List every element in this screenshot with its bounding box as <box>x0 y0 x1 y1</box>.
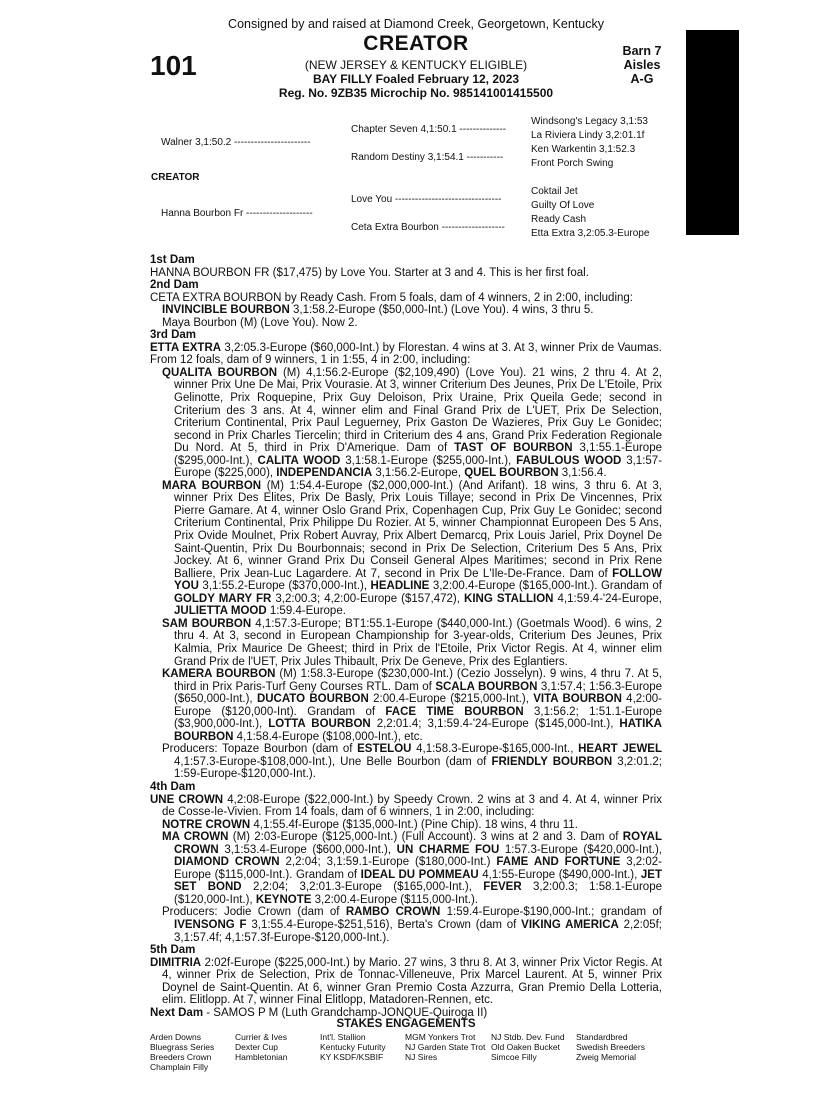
second-dam-heading: 2nd Dam <box>150 279 199 292</box>
stake-item: Zweig Memorial <box>576 1052 636 1062</box>
stakes-col-3 <box>320 1032 386 1062</box>
stakes-col-1 <box>150 1032 214 1072</box>
stake-item: KY KSDF/KSBIF <box>320 1052 384 1062</box>
eligibility: (NEW JERSEY & KENTUCKY ELIGIBLE) <box>304 58 528 72</box>
ped-sire: Walner 3,1:50.2 ----------------------- <box>161 137 311 148</box>
ped-sire-dam: Random Destiny 3,1:54.1 ----------- <box>351 152 504 163</box>
ped-dam-dam: Ceta Extra Bourbon ------------------- <box>351 222 505 233</box>
stake-item: Currier & Ives <box>235 1032 287 1042</box>
stake-item: Arden Downs <box>150 1032 202 1042</box>
stake-item: Breeders Crown <box>150 1052 212 1062</box>
produce-entry: MARA BOURBON (M) 1:54.4-Europe ($2,000,000-Int.) (And Arifant). 18 wins, 3 thru 6. At 3, winner Prix Des Elites, Prix De Basly, Prix Louis Tillaye; second in Prix De Vincennes, Prix Pierre Gamare. At 4, winner Oslo Grand Prix, Copenhagen Cup, Prix Guy Le Gonidec; second Criterium Continental, Prix Philippe Du Rozier. At 5, winner Championnat Europeen Des 5 Ans, Prix Ovide Moulnet, Prix Robert Auvray, Prix Albert Demarcq, Prix Louis Jariel, Prix Doynel De Saint-Quentin, Prix Du Bourbonnais; second in Prix De Selection, Criterium Des 5 Ans, Prix Jockey. At 6, winner Grand Prix Du Conseil General Alpes Maritimes; second in Prix Rene Balliere, Prix Jean-Luc Lagardere. At 7, second in Prix De L'Ile-De-France. Dam of FOLLOW YOU 3,1:55.2-Europe ($370,000-Int.), HEADLINE 3,2:00.4-Europe ($165,000-Int.). Grandam of GOLDY MARY FR 3,2:00.3; 4,2:00-Europe ($157,472), KING STALLION 4,1:59.4-'24-Europe, JULIETTA MOOD 1:59.4-Europe. <box>162 479 663 618</box>
ped-g3: Ken Warkentin 3,1:52.3 <box>531 144 636 155</box>
ped-g2: La Riviera Lindy 3,2:01.1f <box>531 130 645 141</box>
foaled-line: BAY FILLY Foaled February 12, 2023 <box>312 72 520 86</box>
ped-g5: Coktail Jet <box>531 186 578 197</box>
stake-item: Champlain Filly <box>150 1062 209 1072</box>
ped-g4: Front Porch Swing <box>531 158 614 169</box>
second-dam-text: CETA EXTRA BOURBON by Ready Cash. From 5 foals, dam of 4 winners, 2 in 2:00, including: <box>150 291 633 304</box>
stake-item: NJ Stdb. Dev. Fund <box>491 1032 565 1042</box>
ped-sire-sire: Chapter Seven 4,1:50.1 -------------- <box>351 124 507 135</box>
first-dam-text: HANNA BOURBON FR ($17,475) by Love You. Starter at 3 and 4. This is her first foal. <box>150 266 589 279</box>
fifth-dam-heading: 5th Dam <box>150 944 196 957</box>
registration-line: Reg. No. 9ZB35 Microchip No. 985141001415500 <box>278 86 554 100</box>
ped-g8: Etta Extra 3,2:05.3-Europe <box>531 228 650 239</box>
producers-entry: Producers: Topaze Bourbon (dam of ESTELOU 4,1:58.3-Europe-$165,000-Int., HEART JEWEL 4,1:57.3-Europe-$108,000-Int.), Une Belle Bourbon (dam of FRIENDLY BOURBON 3,2:01.2; 1:59-Europe-$120,000-Int.). <box>162 743 662 781</box>
ped-dam-sire: Love You -------------------------------- <box>351 194 502 205</box>
fourth-dam-heading: 4th Dam <box>150 780 196 793</box>
stakes-col-5 <box>491 1032 565 1062</box>
stakes-title: STAKES ENGAGEMENTS <box>336 1018 476 1030</box>
stakes-col-6 <box>576 1032 645 1062</box>
ped-dam: Hanna Bourbon Fr -------------------- <box>161 208 313 219</box>
stake-item: Kentucky Futurity <box>320 1042 386 1052</box>
stake-item: Int'l. Stallion <box>320 1032 366 1042</box>
next-dam-line: Next Dam - SAMOS P M (Luth Grandchamp-JONQUE-Quiroga II) <box>150 1006 488 1019</box>
produce-entry: MA CROWN (M) 2:03-Europe ($125,000-Int.) (Full Account). 3 wins at 2 and 3. Dam of ROYAL CROWN 3,1:53.4-Europe ($600,000-Int.), UN CHARME FOU 1:57.3-Europe ($420,000-Int.), DIAMOND CROWN 2,2:04; 3,1:59.1-Europe ($180,000-Int.) FAME AND FORTUNE 3,2:02-Europe ($115,000-Int.). Grandam of IDEAL DU POMMEAU 4,1:55-Europe ($490,000-Int.), JET SET BOND 2,2:04; 3,2:01.3-Europe ($165,000-Int.), FEVER 3,2:00.3; 1:58.1-Europe ($120,000-Int.), KEYNOTE 3,2:00.4-Europe ($115,000-Int.). <box>162 831 663 906</box>
third-dam-heading: 3rd Dam <box>150 329 197 342</box>
fifth-dam-text: DIMITRIA 2:02f-Europe ($225,000-Int.) by Mario. 27 wins, 3 thru 8. At 3, winner Prix Victor Regis. At 4, winner Prix de Selection, Prix de Tonnac-Villeneuve, Prix Marcel Laurent. At 5, winner Prix Doynel de Saint-Quentin. At 6, winner Gran Premio Costa Azzurra, Gran Premio Della Lotteria, elim. Elitlopp. At 7, winner Final Elitlopp, Matadoren-Rennen, etc. <box>150 956 662 1007</box>
stake-item: MGM Yonkers Trot <box>405 1032 476 1042</box>
stake-item: Dexter Cup <box>235 1042 278 1052</box>
produce-entry: NOTRE CROWN 4,1:55.4f-Europe ($135,000-Int.) (Pine Chip). 18 wins, 4 thru 11. <box>162 818 578 831</box>
first-dam-heading: 1st Dam <box>150 254 195 266</box>
stake-item: Old Oaken Bucket <box>491 1042 560 1052</box>
produce-entry: SAM BOURBON 4,1:57.3-Europe; BT1:55.1-Europe ($440,000-Int.) (Goetmals Wood). 6 wins, 2 thru 4. At 3, second in European Championship for 3-year-olds, Criterium Des Jeunes, Prix Kalmia, Prix Maurice De Gheest; third in Prix de l'Etoile, Prix Victor Regis. At 4, winner elim Grand Prix de l'UET, Prix Jules Thibault, Prix De Geneve, Prix des Eglantiers. <box>162 617 663 668</box>
stake-item: NJ Garden State Trot <box>405 1042 486 1052</box>
aisle-range: A-G <box>630 72 654 86</box>
ped-g7: Ready Cash <box>531 214 587 225</box>
produce-record <box>150 254 662 1019</box>
ped-subject: CREATOR <box>151 172 200 183</box>
produce-entry: INVINCIBLE BOURBON 3,1:58.2-Europe ($50,000-Int.) (Love You). 4 wins, 3 thru 5. <box>162 304 594 317</box>
horse-name: CREATOR <box>363 32 469 55</box>
stake-item: Standardbred <box>576 1032 628 1042</box>
ped-g1: Windsong's Legacy 3,1:53 <box>531 116 648 127</box>
fourth-dam-text: UNE CROWN 4,2:08-Europe ($22,000-Int.) by Speedy Crown. 2 wins at 3 and 4. At 4, winner Prix de Cosse-le-Vivien. From 14 foals, dam of 6 winners, 1 in 2:00, including: <box>150 793 662 819</box>
aisles-label: Aisles <box>623 58 661 72</box>
stakes-col-4 <box>405 1032 485 1062</box>
hip-number: 101 <box>150 50 197 81</box>
barn-label: Barn 7 <box>622 44 662 58</box>
stake-item: NJ Sires <box>405 1052 438 1062</box>
stake-item: Hambletonian <box>235 1052 288 1062</box>
stake-item: Bluegrass Series <box>150 1042 215 1052</box>
produce-entry: Maya Bourbon (M) (Love You). Now 2. <box>162 316 358 329</box>
third-dam-text: ETTA EXTRA 3,2:05.3-Europe ($60,000-Int.) by Florestan. 4 wins at 3. At 3, winner Prix de Vaumas. From 12 foals, dam of 9 winners, 1 in 1:55, 4 in 2:00, including: <box>150 341 662 367</box>
produce-entry: QUALITA BOURBON (M) 4,1:56.2-Europe ($2,109,490) (Love You). 21 wins, 2 thru 4. At 2, winner Prix Une De Mai, Prix Vourasie. At 3, winner Criterium Des Jeunes, Prix De L'Etoile, Prix Gelinotte, Prix Roquepine, Prix Guy Deloison, Prix Uraine, Prix Queila Gede; second in Criterium des 3 ans. At 4, winner elim and Final Grand Prix de L'UET, Prix De Selection, Criterium Continental, Prix Paul Leguerney, Prix Gaston De Wazieres, Prix Guy Le Gonidec; second in Prix Charles Tiercelin; third in Criterium des 4 ans, Grand Prix Federation Regionale Du Nord. At 5, third in Prix D'Amerique. Dam of TAST OF BOURBON 3,1:55.1-Europe ($295,000-Int.), CALITA WOOD 3,1:58.1-Europe ($255,000-Int.), FABULOUS WOOD 3,1:57-Europe ($225,000), INDEPENDANCIA 3,1:56.2-Europe, QUEL BOURBON 3,1:56.4. <box>162 366 663 480</box>
consignor-line: Consigned by and raised at Diamond Creek, Georgetown, Kentucky <box>228 17 604 31</box>
stake-item: Simcoe Filly <box>491 1052 537 1062</box>
producers-entry: Producers: Jodie Crown (dam of RAMBO CROWN 1:59.4-Europe-$190,000-Int.; grandam of IVENSONG F 3,1:55.4-Europe-$251,516), Berta's Crown (dam of VIKING AMERICA 2,2:05f; 3,1:57.4f; 4,1:57.3f-Europe-$120,000-Int.). <box>162 906 662 944</box>
ped-g6: Guilty Of Love <box>531 200 595 211</box>
stakes-col-2 <box>235 1032 287 1062</box>
stake-item: Swedish Breeders <box>576 1042 645 1052</box>
produce-entry: KAMERA BOURBON (M) 1:58.3-Europe ($230,000-Int.) (Cezio Josselyn). 9 wins, 4 thru 7. At 5, third in Prix Paris-Turf Geny Courses RTL. Dam of SCALA BOURBON 3,1:57.4; 1:56.3-Europe ($650,000-Int.), DUCATO BOURBON 2:00.4-Europe ($215,000-Int.), VITA BOURBON 4,2:00-Europe ($120,000-Int). Grandam of FACE TIME BOURBON 3,1:56.2; 1:51.1-Europe ($3,900,000-Int.), LOTTA BOURBON 2,2:01.4; 3,1:59.4-'24-Europe ($145,000-Int.), HATIKA BOURBON 4,1:58.4-Europe ($108,000-Int.), etc. <box>162 668 663 743</box>
